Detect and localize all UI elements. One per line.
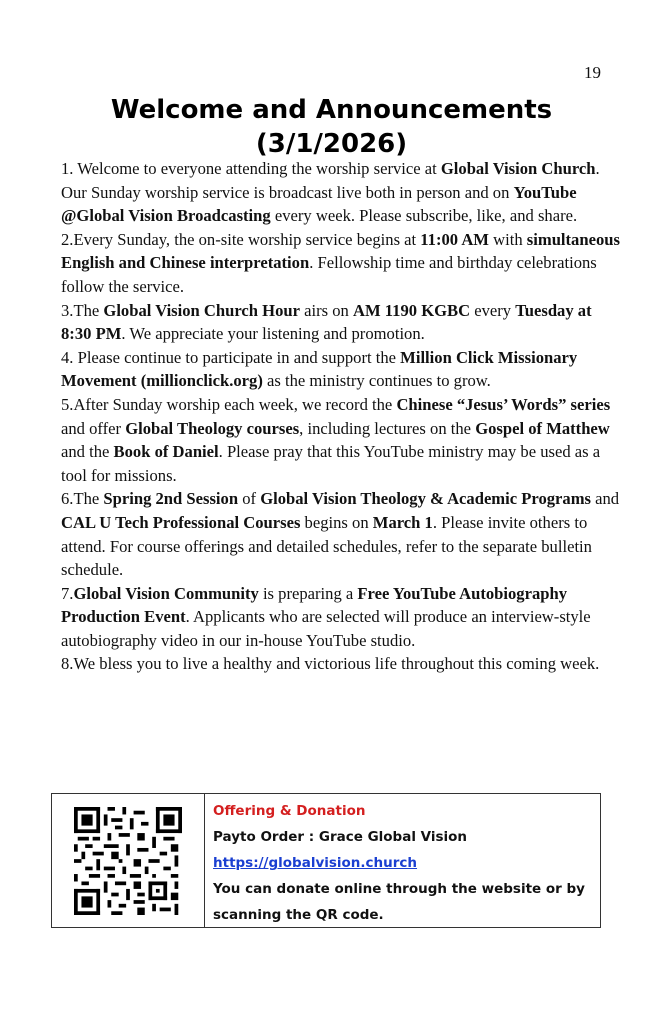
announcement-5: 5.After Sunday worship each week, we record the Chinese “Jesus’ Words” series and offer Global Theology courses, including lectures on the Gospel of Matthew and the Book of Daniel. Please pray that this YouTube ministry may be used as a tool for missions. [61, 394, 611, 485]
page-number: 19 [584, 63, 601, 82]
announcement-3: 3.The Global Vision Church Hour airs on AM 1190 KGBC every Tuesday at 8:30 PM. We appreciate your listening and promotion. [61, 300, 592, 344]
announcement-1: 1. Welcome to everyone attending the worship service at Global Vision Church. Our Sunday worship service is broadcast live both in person and on YouTube @Global Vision Broadcasting every week. Please subscribe, like, and share. [61, 159, 600, 226]
announcement-8: 8.We bless you to live a healthy and victorious life throughout this coming week. [61, 654, 600, 674]
website-link[interactable]: https://globalvision.church [213, 855, 418, 871]
qr-code-icon[interactable] [74, 807, 182, 915]
announcements-list [61, 157, 621, 676]
donation-note-line-2: scanning the QR code. [213, 907, 384, 923]
title-line-2: (3/1/2026) [255, 129, 408, 159]
title-line-1: Welcome and Announcements [110, 95, 553, 125]
announcement-6: 6.The Spring 2nd Session of Global Vision Theology & Academic Programs and CAL U Tech Professional Courses begins on March 1. Please invite others to attend. For course offerings and detailed schedules, refer to the separate bulletin schedule. [61, 489, 620, 580]
qr-cell [52, 794, 205, 927]
announcement-2: 2.Every Sunday, the on-site worship service begins at 11:00 AM with simultaneous English and Chinese interpretation. Fellowship time and birthday celebrations follow the service. [61, 229, 620, 296]
offering-heading: Offering & Donation [213, 803, 366, 819]
offering-box [51, 793, 601, 928]
offering-info [205, 794, 600, 927]
announcement-4: 4. Please continue to participate in and support the Million Click Missionary Movement (millionclick.org) as the ministry continues to grow. [61, 347, 578, 391]
payto-order: Payto Order : Grace Global Vision [213, 829, 468, 845]
page-title [0, 93, 663, 161]
announcement-7: 7.Global Vision Community is preparing a Free YouTube Autobiography Production Event. Applicants who are selected will produce an interview-style autobiography video in our in-house YouTube studio. [61, 583, 591, 650]
donation-note-line-1: You can donate online through the website or by [213, 881, 585, 897]
